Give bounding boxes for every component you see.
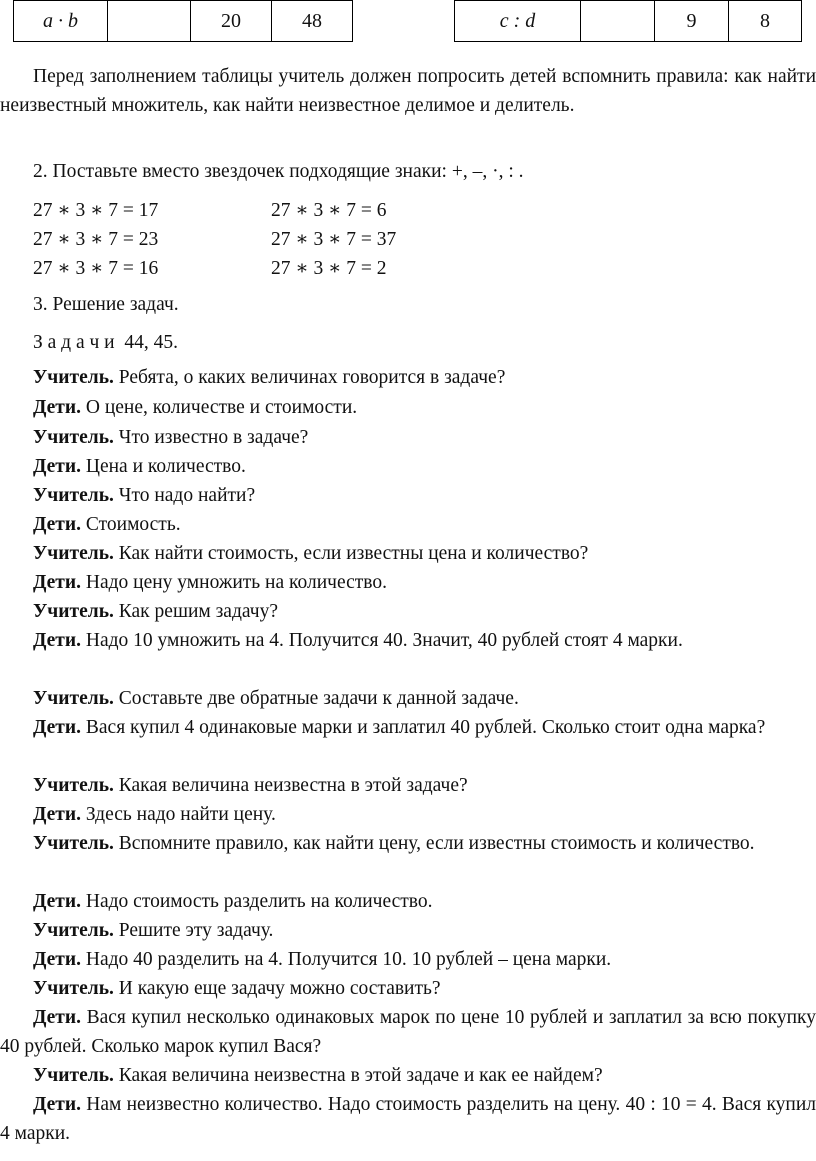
dialogue-line	[0, 713, 816, 742]
speaker-label: Дети.	[33, 456, 81, 477]
dialogue-line	[0, 423, 816, 452]
dialogue-text: Надо цену умножить на количество.	[85, 572, 387, 593]
dialogue-text: Составьте две обратные задачи к данной задаче.	[118, 688, 519, 709]
dialogue-line	[0, 626, 816, 655]
dialogue-line	[0, 568, 816, 597]
dialogue-line	[0, 363, 816, 392]
dialogue-line	[0, 481, 816, 510]
speaker-label: Дети.	[33, 1007, 81, 1028]
speaker-label: Дети.	[33, 630, 81, 651]
speaker-label: Учитель.	[33, 833, 114, 854]
dialogue-line	[0, 510, 816, 539]
dialogue-line	[0, 800, 816, 829]
dialogue-text: Что известно в задаче?	[118, 427, 309, 448]
speaker-label: Дети.	[33, 804, 81, 825]
task-3-heading: 3. Решение задач.	[33, 294, 179, 315]
dialogue-line	[0, 452, 816, 481]
dialogue-text: Какая величина неизвестна в этой задаче?	[118, 775, 468, 796]
speaker-label: Учитель.	[33, 367, 114, 388]
dialogue-text: Что надо найти?	[118, 485, 256, 506]
dialogue-line	[0, 771, 816, 800]
intro-paragraph: Перед заполнением таблицы учитель должен попросить детей вспомнить правила: как найти неизвестный множитель, как найти неизвестное делимое и делитель.	[0, 66, 816, 116]
dialogue-line	[0, 945, 816, 974]
dialogue-line	[0, 684, 816, 713]
speaker-label: Учитель.	[33, 978, 114, 999]
dialogue-line	[0, 829, 816, 858]
table-c-div-d	[454, 0, 802, 42]
expression: 27 ∗ 3 ∗ 7 = 2	[271, 258, 387, 279]
dialogue-line	[0, 539, 816, 568]
speaker-label: Дети.	[33, 949, 81, 970]
speaker-label: Дети.	[33, 514, 81, 535]
expression: 27 ∗ 3 ∗ 7 = 6	[271, 200, 387, 221]
dialogue-text: Вася купил 4 одинаковые марки и заплатил 40 рублей. Сколько стоит одна марка?	[85, 717, 766, 738]
dialogue-text: Здесь надо найти цену.	[85, 804, 276, 825]
speaker-label: Учитель.	[33, 688, 114, 709]
dialogue-text: Как найти стоимость, если известны цена и количество?	[118, 543, 589, 564]
dialogue-text: Цена и количество.	[85, 456, 246, 477]
dialogue-line	[0, 974, 816, 1003]
dialogue-text: Надо стоимость разделить на количество.	[85, 891, 433, 912]
dialogue-text: Стоимость.	[85, 514, 181, 535]
speaker-label: Дети.	[33, 1094, 81, 1115]
dialogue-line	[0, 393, 816, 422]
dialogue-text: Надо 10 умножить на 4. Получится 40. Значит, 40 рублей стоят 4 марки.	[85, 630, 683, 651]
speaker-label: Учитель.	[33, 601, 114, 622]
dialogue-text: Ребята, о каких величинах говорится в задаче?	[118, 367, 506, 388]
speaker-label: Учитель.	[33, 775, 114, 796]
speaker-label: Учитель.	[33, 485, 114, 506]
expression: 27 ∗ 3 ∗ 7 = 23	[33, 229, 159, 250]
table-cell	[581, 1, 655, 42]
dialogue-line	[0, 1090, 816, 1148]
speaker-label: Дети.	[33, 717, 81, 738]
table-cell: a · b	[14, 1, 108, 42]
table-cell	[108, 1, 191, 42]
dialogue-text: Вася купил несколько одинаковых марок по цене 10 рублей и заплатил за всю покупку 40 рублей. Сколько марок купил Вася?	[0, 1007, 816, 1057]
speaker-label: Учитель.	[33, 920, 114, 941]
expression: 27 ∗ 3 ∗ 7 = 37	[271, 229, 397, 250]
table-cell: 9	[655, 1, 729, 42]
dialogue-text: Как решим задачу?	[118, 601, 278, 622]
dialogue-text: Решите эту задачу.	[118, 920, 274, 941]
speaker-label: Дети.	[33, 891, 81, 912]
table-a-times-b	[13, 0, 353, 42]
dialogue-text: И какую еще задачу можно составить?	[118, 978, 441, 999]
dialogue-line	[0, 1061, 816, 1090]
dialogue-text: О цене, количестве и стоимости.	[85, 397, 358, 418]
table-cell: 20	[191, 1, 272, 42]
problems-label: З а д а ч и 44, 45.	[33, 332, 178, 353]
expression: 27 ∗ 3 ∗ 7 = 16	[33, 258, 159, 279]
speaker-label: Учитель.	[33, 1065, 114, 1086]
dialogue-line	[0, 597, 816, 626]
speaker-label: Дети.	[33, 572, 81, 593]
dialogue-text: Надо 40 разделить на 4. Получится 10. 10 рублей – цена марки.	[85, 949, 612, 970]
dialogue-text: Вспомните правило, как найти цену, если известны стоимость и количество.	[118, 833, 755, 854]
speaker-label: Учитель.	[33, 543, 114, 564]
dialogue-line	[0, 1003, 816, 1061]
expression: 27 ∗ 3 ∗ 7 = 17	[33, 200, 159, 221]
dialogue-line	[0, 916, 816, 945]
table-cell: 48	[272, 1, 353, 42]
dialogue-text: Какая величина неизвестна в этой задаче и как ее найдем?	[118, 1065, 603, 1086]
dialogue-line	[0, 887, 816, 916]
table-cell: c : d	[455, 1, 581, 42]
speaker-label: Дети.	[33, 397, 81, 418]
dialogue-text: Нам неизвестно количество. Надо стоимость разделить на цену. 40 : 10 = 4. Вася купил 4 марки.	[0, 1094, 816, 1144]
task-2-heading: 2. Поставьте вместо звездочек подходящие знаки: +, –, ·, : .	[33, 161, 524, 182]
speaker-label: Учитель.	[33, 427, 114, 448]
table-cell: 8	[729, 1, 802, 42]
